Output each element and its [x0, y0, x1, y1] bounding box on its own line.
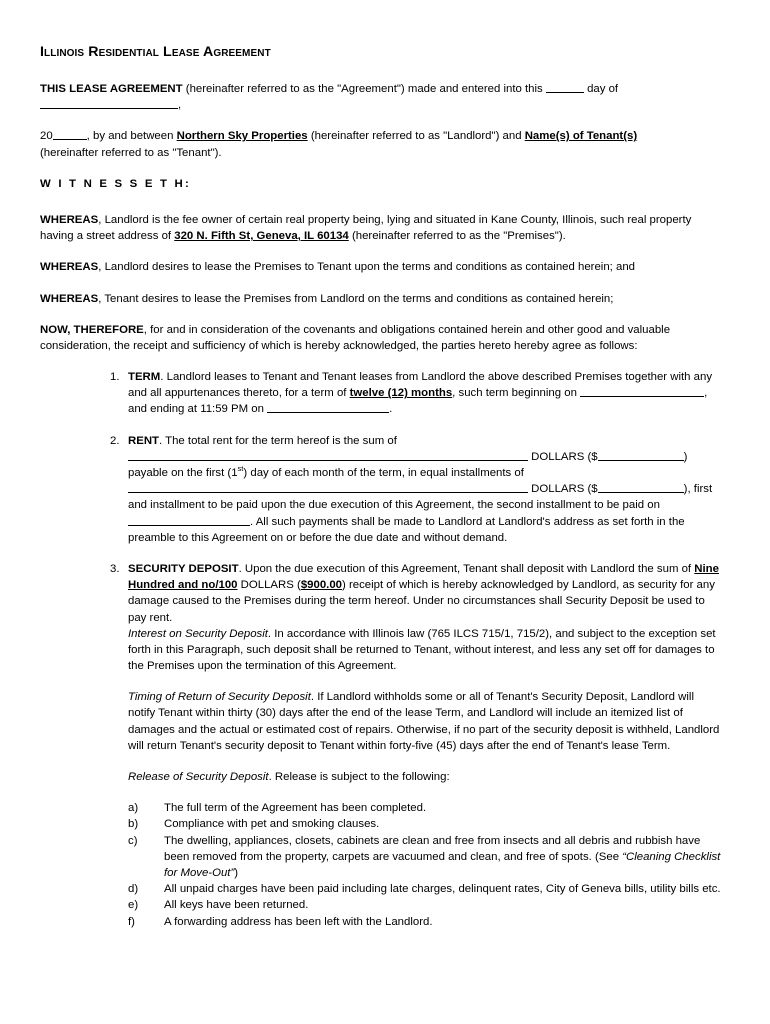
list-item-text: The full term of the Agreement has been completed. — [164, 802, 427, 815]
list-item-marker: e) — [128, 899, 139, 912]
recital-2 — [40, 259, 724, 275]
list-item-marker: b) — [128, 818, 139, 831]
clause-rent-body — [128, 435, 712, 544]
page-title: Illinois Residential Lease Agreement — [40, 44, 271, 60]
installment-figure-blank-field[interactable] — [598, 482, 684, 493]
total-rent-figure-blank-field[interactable] — [598, 449, 684, 460]
clause-security-deposit-body — [128, 563, 724, 930]
now-therefore-lead-in: NOW, THEREFORE — [40, 323, 144, 336]
recital-1-lead-in: WHEREAS — [40, 213, 99, 226]
clause-rent-dollars-label-1: DOLLARS ($ — [531, 450, 598, 463]
second-installment-date-blank-field[interactable] — [128, 514, 250, 525]
clause-term-text-a: . Landlord leases to Tenant and Tenant leases from Landlord the above described Premises together with any and all appurtenances thereto, for a term of — [128, 371, 713, 400]
list-item-text — [164, 833, 724, 882]
subsection-interest-text: . In accordance with Illinois law (765 ILCS 715/1, 715/2), and subject to the exception set forth in this Paragraph, such deposit shall be returned to Tenant, without interest, and less any set off for damages to the Premises upon the termination of this Agreement. — [128, 627, 716, 673]
recital-1-text-a: , Landlord is the fee owner of certain real property being, lying and situated in Kane County, Illinois, such real property having a street address of — [40, 213, 692, 243]
tenant-name: Name(s) of Tenant(s) — [524, 130, 638, 143]
recital-1-text-b: (hereinafter referred to as the "Premises"). — [348, 230, 566, 243]
preamble-text-a: (hereinafter referred to as the "Agreement") made and entered into this — [182, 83, 546, 96]
subsection-interest-heading: Interest on Security Deposit — [128, 627, 268, 640]
list-item-marker: a) — [128, 802, 139, 815]
recital-1 — [40, 212, 724, 244]
preamble-text-b: day of — [583, 83, 619, 96]
clause-rent-text-a: . The total rent for the term hereof is the sum of — [159, 434, 397, 447]
total-rent-words-blank-field[interactable] — [128, 449, 528, 460]
list-item — [128, 800, 724, 816]
month-blank-field[interactable] — [40, 98, 178, 109]
clause-rent-text-e: . All such payments shall be made to Landlord at Landlord's address as set forth in the preamble to this Agreement on or before the due date and without demand. — [128, 515, 685, 544]
clause-security-deposit-number: 3. — [110, 562, 120, 575]
clause-rent-number: 2. — [110, 434, 120, 447]
landlord-name: Northern Sky Properties — [176, 130, 308, 143]
lease-term-length: twelve (12) months — [349, 387, 453, 400]
clause-security-deposit-text-c: ) receipt of which is hereby acknowledged by Landlord, as security for any damage caused to the Premises during the term hereof. Under no circumstances shall Security Deposit be used to pay rent. — [128, 579, 715, 624]
clause-term-text-c: , and ending at 11:59 PM on — [128, 387, 708, 416]
premises-address: 320 N. Fifth St, Geneva, IL 60134 — [174, 230, 349, 243]
release-conditions-list — [128, 800, 724, 930]
subsection-release-heading: Release of Security Deposit — [128, 771, 269, 784]
year-prefix: 20 — [40, 130, 53, 143]
ordinal-suffix: st — [237, 464, 244, 474]
subsection-timing-text: . If Landlord withholds some or all of Tenant's Security Deposit, Landlord will notify Tenant within thirty (30) days after the end of the lease Term, and Landlord will include an itemized list of damages and the actual or estimated cost of repairs. Otherwise, if no part of the security deposit is withheld, Landlord will return Tenant's security deposit to Tenant within forty-five (45) days after the end of Tenant's lease Term. — [128, 691, 720, 752]
recital-3 — [40, 291, 724, 307]
clause-security-deposit-text-b: DOLLARS ( — [237, 579, 301, 592]
clause-term-body — [128, 371, 712, 415]
list-item-text-after: ) — [234, 866, 239, 879]
list-item-text: A forwarding address has been left with the Landlord. — [164, 915, 433, 928]
recital-3-lead-in: WHEREAS — [40, 292, 99, 305]
preamble-text-c: , — [178, 99, 182, 112]
recital-2-lead-in: WHEREAS — [40, 261, 99, 274]
now-therefore-paragraph — [40, 322, 724, 354]
list-item-text: All keys have been returned. — [164, 899, 309, 912]
witnesseth-heading: W I T N E S S E T H: — [40, 177, 191, 190]
preamble-lead-in: THIS LEASE AGREEMENT — [40, 83, 183, 96]
clause-rent-text-d: ), first and installment to be paid upon the due execution of this Agreement, the second installment to be paid on — [128, 483, 713, 512]
subsection-timing-heading: Timing of Return of Security Deposit — [128, 691, 311, 704]
clause-security-deposit-heading: SECURITY DEPOSIT — [128, 562, 239, 575]
list-item-marker: d) — [128, 883, 139, 896]
subsection-timing-of-return — [128, 689, 724, 754]
clause-list — [40, 369, 724, 930]
preamble-text-f: (hereinafter referred to as "Tenant"). — [40, 146, 222, 159]
clause-term-heading: TERM — [128, 371, 161, 384]
subsection-release-text: . Release is subject to the following: — [268, 771, 450, 784]
installment-words-blank-field[interactable] — [128, 482, 528, 493]
security-deposit-amount-figure: $900.00 — [300, 579, 342, 592]
preamble-text-d: , by and between — [86, 130, 177, 143]
security-deposit-amount-words: Nine Hundred and no/100 — [128, 562, 719, 592]
day-blank-field[interactable] — [546, 82, 584, 93]
clause-term-text-b: , such term beginning on — [452, 387, 581, 400]
list-item-text: All unpaid charges have been paid including late charges, delinquent rates, City of Geneva bills, utility bills etc. — [164, 883, 721, 896]
list-item — [128, 897, 724, 913]
list-item — [128, 881, 724, 897]
list-item — [128, 833, 724, 882]
clause-term — [40, 369, 724, 418]
list-item-marker: f) — [128, 915, 135, 928]
subsection-release-of-security-deposit — [128, 769, 724, 785]
list-item-marker: c) — [128, 834, 138, 847]
year-blank-field[interactable] — [53, 129, 87, 140]
term-end-blank-field[interactable] — [267, 402, 389, 413]
security-deposit-main — [128, 563, 719, 624]
clause-security-deposit — [40, 561, 724, 930]
list-item-text-main: The dwelling, appliances, closets, cabinets are clean and free from insects and all debris and rubbish have been removed from the property, carpets are vacuumed and clean, and free of spots. (See — [164, 834, 701, 863]
now-therefore-text: , for and in consideration of the covenants and obligations contained herein and other good and valuable consideration, the receipt and sufficiency of which is hereby acknowledged, the parties hereto hereby agree as follows: — [40, 323, 671, 352]
clause-term-number: 1. — [110, 371, 120, 384]
clause-rent-text-b: ) payable on the first (1 — [128, 450, 688, 480]
subsection-interest-on-security-deposit — [128, 626, 724, 675]
recital-2-text: , Landlord desires to lease the Premises to Tenant upon the terms and conditions as contained herein; and — [98, 261, 635, 274]
clause-rent-dollars-label-2: DOLLARS ($ — [531, 483, 598, 496]
cleaning-checklist-reference: “Cleaning Checklist for Move-Out” — [164, 850, 721, 879]
preamble-paragraph-2 — [40, 128, 724, 160]
clause-term-text-d: . — [389, 403, 393, 416]
list-item — [128, 816, 724, 832]
preamble-text-e: (hereinafter referred to as "Landlord") and — [307, 130, 525, 143]
term-start-blank-field[interactable] — [580, 386, 704, 397]
clause-security-deposit-text-a: . Upon the due execution of this Agreement, Tenant shall deposit with Landlord the sum of — [238, 562, 695, 575]
preamble-paragraph-1 — [40, 81, 724, 113]
document-body — [40, 44, 724, 945]
list-item — [128, 914, 724, 930]
clause-rent-text-c: ) day of each month of the term, in equal installments of — [243, 467, 524, 480]
clause-rent — [40, 433, 724, 546]
list-item-text: Compliance with pet and smoking clauses. — [164, 818, 380, 831]
clause-rent-heading: RENT — [128, 434, 160, 447]
recital-3-text: , Tenant desires to lease the Premises from Landlord on the terms and conditions as contained herein; — [98, 292, 614, 305]
